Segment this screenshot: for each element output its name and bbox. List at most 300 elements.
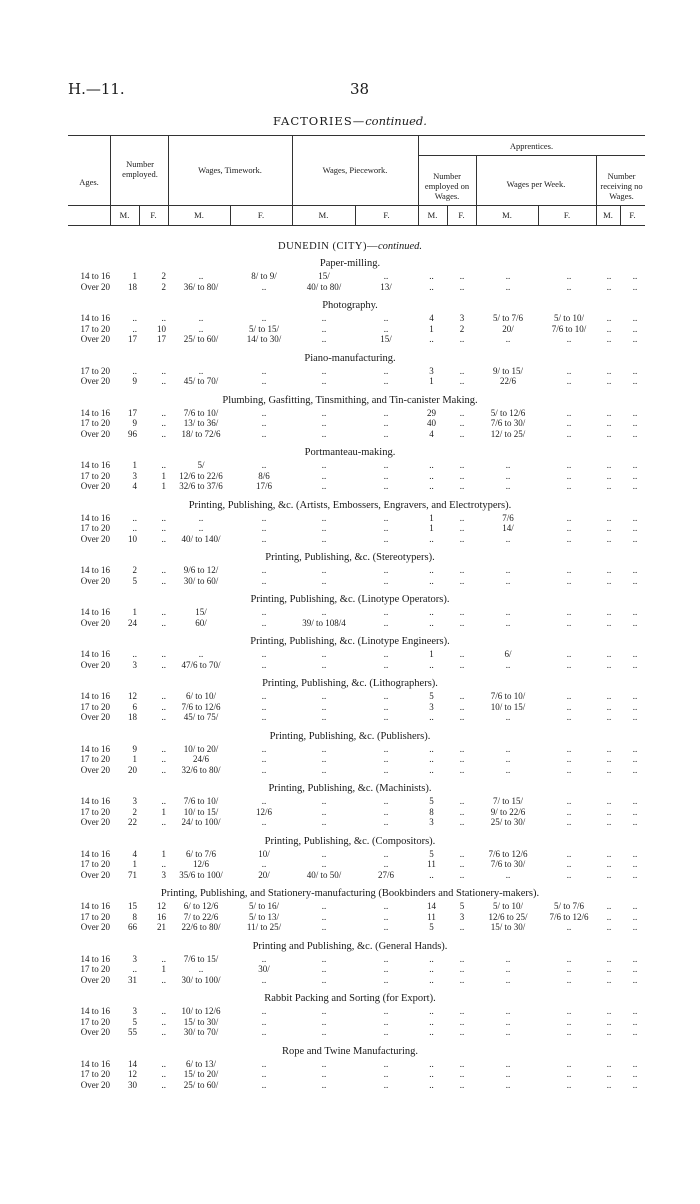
- employed-f: ..: [161, 859, 166, 869]
- table-row: [0, 513, 700, 524]
- no-wage-f: ..: [632, 334, 638, 344]
- employed-f: 16: [157, 911, 166, 922]
- table-row: [0, 565, 700, 576]
- apprentice-f: ..: [459, 754, 465, 764]
- apprentice-f: ..: [459, 859, 465, 869]
- timework-m: 40/ to 140/: [181, 533, 221, 544]
- no-wage-m: ..: [606, 281, 612, 292]
- apprentice-m: ..: [429, 565, 434, 575]
- apprentice-f: ..: [459, 376, 465, 386]
- piecework-f: ..: [383, 365, 389, 376]
- employed-m: 31: [128, 974, 137, 985]
- apprentice-f: ..: [459, 796, 465, 806]
- piecework-f: ..: [383, 523, 389, 533]
- age-cell: Over 20: [80, 334, 110, 344]
- table-row: [0, 1059, 700, 1070]
- timework-m: 12/6 to 22/6: [179, 470, 223, 481]
- apprentice-f: ..: [459, 974, 465, 985]
- industry-title: Rope and Twine Manufacturing.: [281, 1045, 419, 1057]
- piecework-m: ..: [321, 533, 327, 544]
- industry-title: Printing, Publishing, &c. (Lithographers).: [262, 678, 438, 689]
- m-label: M.: [194, 210, 204, 220]
- apprentice-f: ..: [459, 743, 465, 754]
- employed-m: 3: [132, 953, 137, 964]
- piecework-m: ..: [321, 470, 327, 481]
- no-wage-m: ..: [606, 313, 612, 323]
- apprentice-wage-f: 5/ to 10/: [553, 313, 584, 323]
- piecework-m: ..: [321, 323, 327, 334]
- apprentice-f: ..: [459, 1016, 465, 1027]
- apprentice-wage-m: ..: [505, 565, 511, 575]
- piecework-m: 15/: [318, 271, 330, 281]
- timework-f: ..: [261, 523, 267, 533]
- no-wage-f: ..: [632, 418, 638, 428]
- industry-section: [0, 939, 700, 992]
- no-wage-m: ..: [606, 869, 612, 880]
- apprentice-wage-f: ..: [566, 376, 572, 386]
- no-wage-m: ..: [606, 1016, 612, 1027]
- apprentice-f: ..: [459, 659, 465, 670]
- industry-section: [0, 592, 700, 634]
- industry-title: Printing, Publishing, &c. (Publishers).: [269, 730, 431, 742]
- age-cell: 17 to 20: [80, 754, 110, 764]
- piecework-f: ..: [383, 1016, 389, 1027]
- industry-section: [0, 445, 700, 498]
- apprentice-f: ..: [459, 533, 465, 544]
- apprentice-wage-f: ..: [566, 365, 572, 376]
- table-row: [0, 954, 700, 965]
- apprentice-wage-f: 7/6 to 10/: [551, 323, 587, 334]
- employed-f: 1: [161, 470, 166, 481]
- piecework-m: ..: [321, 1006, 327, 1016]
- age-cell: Over 20: [80, 974, 110, 985]
- apprentice-wage-f: ..: [566, 953, 572, 964]
- timework-m: ..: [198, 964, 204, 974]
- apprentice-f: 5: [459, 901, 465, 911]
- timework-f: ..: [261, 691, 267, 701]
- apprentice-f: ..: [459, 1058, 465, 1069]
- table-row: [0, 712, 700, 723]
- employed-f: ..: [161, 1027, 166, 1037]
- timework-f: ..: [261, 712, 267, 722]
- employed-m: 17: [128, 334, 137, 344]
- no-wage-f: ..: [632, 533, 638, 544]
- timework-m: 45/ to 75/: [183, 712, 219, 722]
- page-reference: H.—11.: [68, 80, 125, 98]
- piecework-f: ..: [383, 418, 389, 428]
- no-wage-m: ..: [606, 974, 612, 985]
- employed-f: 1: [161, 806, 166, 817]
- apprentice-m: ..: [429, 743, 434, 754]
- employed-m: 9: [132, 418, 137, 428]
- apprentice-wage-f: ..: [566, 1027, 572, 1037]
- employed-m: ..: [132, 964, 137, 974]
- table-row: [0, 324, 700, 335]
- no-wage-f: ..: [632, 974, 638, 985]
- apprentice-wage-m: ..: [505, 1027, 511, 1037]
- piecework-m: ..: [321, 481, 327, 491]
- age-cell: 17 to 20: [80, 470, 110, 481]
- piecework-f: ..: [383, 848, 389, 859]
- piecework-f: ..: [383, 817, 389, 827]
- apprentice-m: ..: [429, 607, 434, 617]
- timework-m: 7/6 to 10/: [183, 796, 219, 806]
- employed-f: 1: [161, 848, 166, 859]
- apprentice-f: ..: [459, 565, 465, 575]
- no-wage-f: ..: [632, 1069, 638, 1079]
- employed-m: 1: [132, 460, 137, 470]
- employed-f: ..: [161, 533, 166, 544]
- apprentices-header: Apprentices.: [509, 141, 554, 151]
- apprentice-f: ..: [459, 365, 465, 376]
- column-header: [68, 135, 645, 231]
- timework-f: ..: [261, 754, 267, 764]
- no-wage-f: ..: [632, 869, 638, 880]
- no-wage-m: ..: [606, 764, 612, 775]
- piecework-m: 40/ to 50/: [306, 869, 342, 880]
- piecework-f: ..: [383, 911, 389, 922]
- industry-title: Printing, Publishing, &c. (Linotype Operators).: [250, 594, 450, 605]
- employed-f: ..: [161, 953, 166, 964]
- piecework-m: ..: [321, 953, 327, 964]
- age-cell: 14 to 16: [80, 1006, 110, 1016]
- piecework-m: ..: [321, 313, 327, 323]
- no-wage-f: ..: [632, 512, 638, 523]
- no-wage-m: ..: [606, 1058, 612, 1069]
- apprentice-m: 8: [429, 806, 434, 817]
- age-cell: 17 to 20: [80, 701, 110, 712]
- apprentice-wage-m: 7/6: [502, 512, 514, 523]
- apprentice-f: ..: [459, 575, 465, 586]
- piecework-m: ..: [321, 859, 327, 869]
- employed-f: 12: [157, 901, 166, 911]
- no-wage-m: ..: [606, 460, 612, 470]
- age-cell: 14 to 16: [80, 460, 110, 470]
- apprentice-wage-f: ..: [566, 659, 572, 670]
- apprentice-m: ..: [429, 460, 434, 470]
- timework-m: 10/ to 12/6: [181, 1006, 221, 1016]
- piecework-f: 13/: [380, 281, 392, 292]
- age-cell: 17 to 20: [80, 323, 110, 334]
- employed-m: 30: [128, 1079, 137, 1090]
- table-row: [0, 618, 700, 629]
- table-row: [0, 523, 700, 534]
- apprentice-wage-m: ..: [505, 953, 511, 964]
- timework-f: ..: [261, 460, 267, 470]
- no-wage-f: ..: [632, 428, 638, 439]
- table-row: [0, 1080, 700, 1091]
- apprentice-f: ..: [459, 1027, 465, 1037]
- no-wage-f: ..: [632, 617, 638, 628]
- timework-m: 5/: [197, 460, 205, 470]
- apprentice-wage-m: ..: [505, 460, 511, 470]
- timework-f: ..: [261, 607, 267, 617]
- no-wage-f: ..: [632, 953, 638, 964]
- apprentice-m: ..: [429, 533, 434, 544]
- employed-m: 18: [128, 281, 137, 292]
- table-row: [0, 817, 700, 828]
- apprentice-m: 1: [429, 649, 434, 659]
- apprentice-wage-m: 25/ to 30/: [490, 817, 526, 827]
- employed-f: ..: [161, 407, 166, 418]
- no-wage-f: ..: [632, 565, 638, 575]
- table-row: [0, 901, 700, 912]
- timework-f: ..: [261, 1006, 267, 1016]
- table-row: [0, 418, 700, 429]
- age-cell: Over 20: [80, 869, 110, 880]
- industry-title: Photography.: [322, 300, 378, 311]
- piecework-f: ..: [383, 743, 389, 754]
- employed-f: 2: [161, 271, 166, 281]
- apprentice-wage-f: ..: [566, 1058, 572, 1069]
- no-wage-f: ..: [632, 313, 638, 323]
- employed-m: 1: [132, 754, 137, 764]
- table-row: [0, 334, 700, 345]
- age-cell: 14 to 16: [80, 607, 110, 617]
- apprentice-f: ..: [459, 649, 465, 659]
- timework-f: ..: [261, 565, 267, 575]
- apprentice-f: ..: [459, 1069, 465, 1079]
- apprentice-f: ..: [459, 953, 465, 964]
- apprentice-wage-f: ..: [566, 1016, 572, 1027]
- piecework-f: ..: [383, 607, 389, 617]
- timework-f: ..: [261, 859, 267, 869]
- timework-f: ..: [261, 365, 267, 376]
- apprentice-m: ..: [429, 712, 434, 722]
- employed-m: 2: [132, 806, 137, 817]
- table-row: [0, 744, 700, 755]
- apprentice-m: 4: [429, 313, 434, 323]
- piecework-f: ..: [383, 481, 389, 491]
- timework-f: ..: [261, 376, 267, 386]
- age-cell: Over 20: [80, 1079, 110, 1090]
- employed-m: 66: [128, 922, 137, 932]
- industry-section: [0, 550, 700, 592]
- apprentice-wage-f: ..: [566, 607, 572, 617]
- timework-f: ..: [261, 428, 267, 439]
- title-main: FACTORIES—: [273, 114, 366, 128]
- no-wage-m: ..: [606, 712, 612, 722]
- table-row: [0, 460, 700, 471]
- no-wage-m: ..: [606, 1027, 612, 1037]
- timework-m: 9/6 to 12/: [183, 565, 219, 575]
- piecework-f: ..: [383, 313, 389, 323]
- number-employed-header: Number employed.: [122, 159, 158, 179]
- apprentice-wage-m: 7/ to 15/: [492, 796, 523, 806]
- timework-m: 10/ to 20/: [183, 743, 219, 754]
- apprentice-wage-m: ..: [505, 754, 511, 764]
- apprentice-f: ..: [459, 848, 465, 859]
- apprentices-no-wages-header: Number receiving no Wages.: [600, 171, 643, 201]
- piecework-f: ..: [383, 460, 389, 470]
- apprentice-wage-f: ..: [566, 974, 572, 985]
- no-wage-m: ..: [606, 859, 612, 869]
- apprentice-wage-f: ..: [566, 533, 572, 544]
- piecework-m: ..: [321, 376, 327, 386]
- table-row: [0, 282, 700, 293]
- employed-f: ..: [161, 649, 166, 659]
- table-row: [0, 607, 700, 618]
- piecework-f: ..: [383, 565, 389, 575]
- no-wage-f: ..: [632, 911, 638, 922]
- timework-m: 7/6 to 15/: [183, 953, 219, 964]
- no-wage-f: ..: [632, 1079, 638, 1090]
- employed-m: ..: [132, 313, 137, 323]
- table-row: [0, 796, 700, 807]
- timework-f: 5/ to 13/: [248, 911, 279, 922]
- industry-section: [0, 498, 700, 551]
- table-row: [0, 576, 700, 587]
- table-body: [0, 238, 700, 1096]
- piecework-f: ..: [383, 712, 389, 722]
- employed-f: ..: [161, 1006, 166, 1016]
- no-wage-f: ..: [632, 712, 638, 722]
- city-italic: continued.: [377, 241, 422, 252]
- table-row: [0, 807, 700, 818]
- industry-title: Plumbing, Gasfitting, Tinsmithing, and Tin-canister Making.: [222, 394, 478, 406]
- age-cell: 14 to 16: [80, 848, 110, 859]
- apprentice-f: ..: [459, 1079, 465, 1090]
- apprentice-m: 1: [429, 523, 434, 533]
- industry-section: [0, 676, 700, 729]
- timework-m: 32/6 to 37/6: [179, 481, 223, 491]
- employed-m: ..: [132, 649, 137, 659]
- no-wage-m: ..: [606, 817, 612, 827]
- no-wage-f: ..: [632, 281, 638, 292]
- industry-title: Rabbit Packing and Sorting (for Export).: [264, 993, 436, 1004]
- no-wage-m: ..: [606, 796, 612, 806]
- industry-section: [0, 729, 700, 782]
- employed-f: ..: [161, 523, 166, 533]
- age-cell: 14 to 16: [80, 649, 110, 659]
- apprentice-wage-m: 9/ to 22/6: [490, 806, 526, 817]
- timework-f: 11/ to 25/: [246, 922, 282, 932]
- apprentice-m: 40: [427, 418, 436, 428]
- ages-header: Ages.: [79, 177, 99, 187]
- employed-m: 1: [132, 607, 137, 617]
- employed-m: 20: [128, 764, 137, 775]
- no-wage-m: ..: [606, 575, 612, 586]
- no-wage-m: ..: [606, 953, 612, 964]
- age-cell: Over 20: [80, 376, 110, 386]
- employed-m: 12: [128, 1069, 137, 1079]
- employed-m: 96: [128, 428, 137, 439]
- employed-f: ..: [161, 659, 166, 670]
- industry-title: Printing, Publishing, and Stationery-manufacturing (Bookbinders and Stationery-makers).: [160, 888, 540, 899]
- industry-title: Printing, Publishing, &c. (Compositors).: [264, 835, 436, 847]
- age-cell: 17 to 20: [80, 859, 110, 869]
- no-wage-m: ..: [606, 691, 612, 701]
- apprentice-wage-m: ..: [505, 974, 511, 985]
- no-wage-m: ..: [606, 964, 612, 974]
- apprentice-wage-m: 7/6 to 30/: [490, 859, 526, 869]
- no-wage-f: ..: [632, 575, 638, 586]
- apprentice-m: ..: [429, 481, 434, 491]
- timework-m: 24/6: [192, 754, 209, 764]
- piecework-m: ..: [321, 649, 327, 659]
- employed-m: ..: [132, 323, 137, 334]
- timework-m: ..: [198, 649, 204, 659]
- employed-m: 4: [132, 481, 137, 491]
- no-wage-f: ..: [632, 701, 638, 712]
- no-wage-f: ..: [632, 1016, 638, 1027]
- apprentice-m: ..: [429, 1069, 434, 1079]
- timework-f: 5/ to 16/: [248, 901, 279, 911]
- piecework-f: ..: [383, 901, 389, 911]
- timework-m: 30/ to 70/: [183, 1027, 219, 1037]
- employed-m: 1: [132, 859, 137, 869]
- piecework-m: ..: [321, 565, 327, 575]
- piecework-m: ..: [321, 428, 327, 439]
- age-cell: 17 to 20: [80, 964, 110, 974]
- apprentice-m: ..: [429, 334, 434, 344]
- apprentice-f: 3: [459, 911, 465, 922]
- apprentice-f: ..: [459, 1006, 465, 1016]
- table-row: [0, 1069, 700, 1080]
- employed-m: 5: [132, 575, 137, 586]
- apprentice-wage-f: ..: [566, 764, 572, 775]
- apprentice-m: ..: [429, 974, 434, 985]
- piecework-f: ..: [383, 428, 389, 439]
- piecework-f: ..: [383, 376, 389, 386]
- apprentice-wage-f: ..: [566, 418, 572, 428]
- apprentice-wage-m: ..: [505, 1069, 511, 1079]
- piecework-f: ..: [383, 533, 389, 544]
- apprentice-wage-m: 10/ to 15/: [490, 701, 526, 712]
- timework-f: ..: [261, 617, 267, 628]
- apprentice-wage-f: ..: [566, 817, 572, 827]
- apprentice-m: ..: [429, 659, 434, 670]
- page-number: 38: [350, 80, 370, 98]
- apprentice-wage-m: ..: [505, 481, 511, 491]
- timework-m: 7/ to 22/6: [183, 911, 219, 922]
- industry-title: Printing and Publishing, &c. (General Hands).: [252, 940, 448, 952]
- apprentice-wage-m: 7/6 to 10/: [490, 691, 526, 701]
- piecework-f: ..: [383, 764, 389, 775]
- piecework-f: ..: [383, 512, 389, 523]
- no-wage-f: ..: [632, 1027, 638, 1037]
- apprentice-wage-f: ..: [566, 281, 572, 292]
- timework-f: ..: [261, 1069, 267, 1079]
- timework-f: 14/ to 30/: [246, 334, 282, 344]
- piecework-m: ..: [321, 523, 327, 533]
- apprentice-wage-m: ..: [505, 1079, 511, 1090]
- age-cell: Over 20: [80, 428, 110, 439]
- no-wage-m: ..: [606, 481, 612, 491]
- employed-m: 4: [132, 848, 137, 859]
- employed-m: 3: [132, 470, 137, 481]
- piecework-m: ..: [321, 659, 327, 670]
- age-cell: Over 20: [80, 575, 110, 586]
- no-wage-m: ..: [606, 523, 612, 533]
- no-wage-m: ..: [606, 565, 612, 575]
- no-wage-f: ..: [632, 323, 638, 334]
- apprentice-m: 5: [429, 922, 434, 932]
- timework-m: 7/6 to 12/6: [181, 701, 221, 712]
- apprentice-m: ..: [429, 764, 434, 775]
- employed-f: ..: [161, 691, 166, 701]
- industry-title: Portmanteau-making.: [304, 447, 396, 458]
- apprentice-wage-m: ..: [505, 607, 511, 617]
- apprentice-wage-m: ..: [505, 869, 511, 880]
- employed-m: 3: [132, 1006, 137, 1016]
- apprentice-f: 3: [459, 313, 465, 323]
- timework-m: 15/ to 30/: [183, 1016, 219, 1027]
- apprentice-wage-f: ..: [566, 859, 572, 869]
- apprentice-wage-m: 5/ to 10/: [492, 901, 523, 911]
- age-cell: 14 to 16: [80, 313, 110, 323]
- piecework-m: 40/ to 80/: [306, 281, 342, 292]
